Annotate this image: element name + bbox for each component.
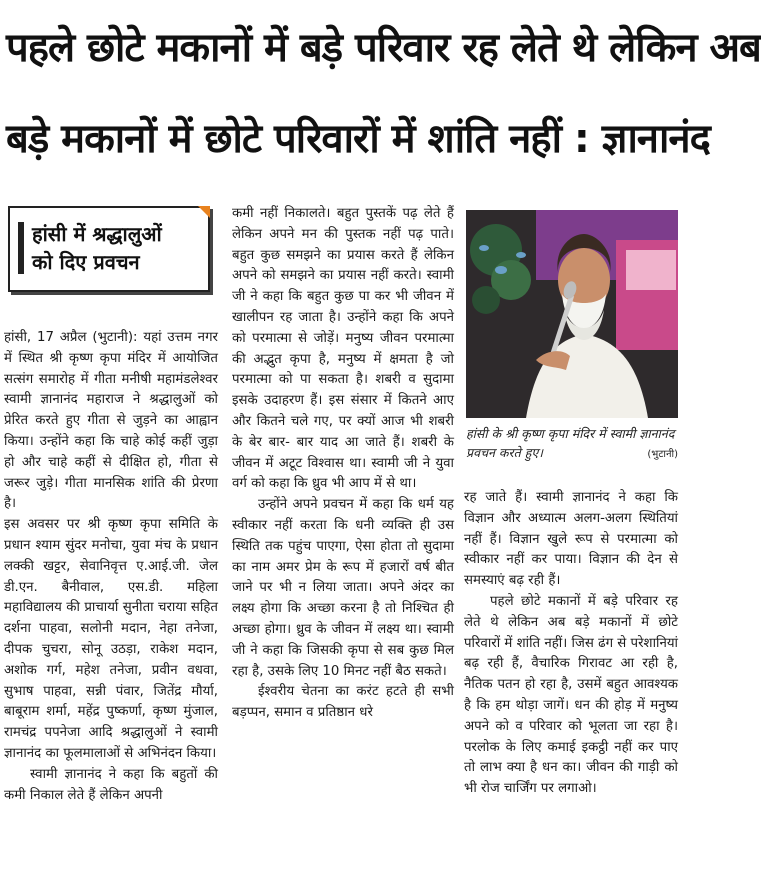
column2-paragraph-3: ईश्वरीय चेतना का करंट हटते ही सभी बड़प्पन, समान व प्रतिष्ठान धरे bbox=[232, 684, 454, 721]
headline-line-2: बड़े मकानों में छोटे परिवारों में शांति नहीं : ज्ञानानंद bbox=[6, 116, 710, 162]
article-column-3 bbox=[464, 488, 678, 800]
headline-line-1: पहले छोटे मकानों में बड़े परिवार रह लेते थे लेकिन अब bbox=[6, 25, 761, 71]
column3-paragraph-1: रह जाते हैं। स्वामी ज्ञानानंद ने कहा कि विज्ञान और अध्यात्म अलग-अलग स्थितियां नहीं हैं। विज्ञान खुले रूप से परमात्मा को स्वीकार नहीं कर पाया। विज्ञान की देन से समस्याएं बढ़ रही हैं। bbox=[464, 490, 678, 589]
subheadline-bar bbox=[18, 222, 24, 274]
article-column-1 bbox=[4, 328, 218, 806]
column1-paragraph-2: इस अवसर पर श्री कृष्ण कृपा समिति के प्रधान श्याम सुंदर मनोचा, युवा मंच के प्रधान लक्की खट्टर, सेवानिवृत्त ए.आई.जी. जेल डी.एन. बैनीवाल, एस.डी. महिला महाविद्यालय की प्राचार्या सुनीता चराया सहित दर्शना पाहवा, सलोनी मदान, नेहा तनेजा, दीपक चुचरा, सोनू उठड़ा, राकेश मदान, अशोक गर्ग, महेश तनेजा, प्रवीन वधवा, सुभाष पाहवा, सन्नी पंवार, जितेंद्र मौर्या, बाबूराम शर्मा, महेंद्र पुष्कर्णा, कृष्ण मुंजाल, रामचंद्र पपनेजा आदि श्रद्धालुओं ने स्वामी ज्ञानानंद का फूलमालाओं से अभिनंदन किया। bbox=[4, 517, 218, 761]
subheadline-box bbox=[8, 206, 210, 292]
column3-paragraph-2: पहले छोटे मकानों में बड़े परिवार रह लेते थे लेकिन अब बड़े मकानों में छोटे परिवारों में शांति नहीं। जिस ढंग से परेशानियां बढ़ रही हैं, वैचारिक गिरावट आ रही है, नैतिक पतन हो रहा है, उसमें बहुत आवश्यक है कि हम थोड़ा जागें। धन की होड़ में मनुष्य अपने को व परिवार को भूलता जा रहा है। परलोक के लिए कमाई इकट्ठी नहीं कर पाए तो लाभ क्या है धन का। जीवन की गाड़ी को भी रोज चार्जिंग पर लगाओ। bbox=[464, 593, 678, 797]
column1-paragraph-1: हांसी, 17 अप्रैल (भुटानी): यहां उत्तम नगर में स्थित श्री कृष्ण कृपा मंदिर में आयोजित सत्संग समारोह में गीता मनीषी महामंडलेश्वर स्वामी ज्ञानानंद महाराज ने श्रद्धालुओं को प्रेरित करते हुए गीता से जुड़ने का आह्वान किया। उन्होंने कहा कि चाहे कोई कहीं जुड़ा हो और चाहे कहीं से दीक्षित हो, गीता से जरूर जुड़े। गीता मानसिक शांति की प्रेरणा है। bbox=[4, 330, 218, 512]
photo-credit: (भुटानी) bbox=[647, 449, 678, 460]
column2-paragraph-1: कमी नहीं निकालते। बहुत पुस्तकें पढ़ लेते हैं लेकिन अपने मन की पुस्तक नहीं पढ़ पाते। बहुत कुछ समझने का प्रयास करते हैं लेकिन अपने को समझने का प्रयास नहीं करते। स्वामी जी ने कहा कि बहुत कुछ पा कर भी जीवन में खालीपन रह जाता है। उन्होंने कहा कि अपने को परमात्मा से जोड़ें। मनुष्य जीवन परमात्मा की अद्भुत कृपा है, मनुष्य में क्षमता है जो परमात्मा को पा सकता है। शबरी व सुदामा इसके उदाहरण हैं। इस संसार में कितने आए और कितने चले गए, पर क्यों आज भी शबरी के बेर बार- बार याद आ जाते हैं। शबरी के जीवन में अटूट विश्वास था। स्वामी जी ने युवा वर्ग को कहा कि ध्रुव भी आप में से था। bbox=[232, 206, 454, 492]
column2-paragraph-2: उन्होंने अपने प्रवचन में कहा कि धर्म यह स्वीकार नहीं करता कि धनी व्यक्ति ही उस स्थिति तक पहुंच पाएगा, ऐसा होता तो सुदामा का नाम अमर प्रेम के रूप में हजारों वर्ष बीत जाने पर भी न लिया जाता। अपने अंदर का लक्ष्य होगा कि अच्छा करना है तो निश्चित ही अच्छा होगा। ध्रुव के जीवन में लक्ष्य था। स्वामी जी ने कहा कि जिसकी कृपा से सब कुछ मिल रहा है, उसके लिए 10 मिनट नहीं बैठ सकते। bbox=[232, 497, 454, 679]
subheadline-text bbox=[32, 220, 202, 276]
column1-paragraph-3: स्वामी ज्ञानानंद ने कहा कि बहुतों की कमी निकाल लेते हैं लेकिन अपनी bbox=[4, 766, 218, 803]
photo-caption bbox=[466, 424, 678, 464]
article-column-2 bbox=[232, 204, 454, 724]
photo-caption-text: हांसी के श्री कृष्ण कृपा मंदिर में स्वामी ज्ञानानंद प्रवचन करते हुए। bbox=[466, 426, 675, 460]
subheadline-line-1: हांसी में श्रद्धालुओं bbox=[32, 222, 162, 246]
subheadline-line-2: को दिए प्रवचन bbox=[32, 250, 140, 274]
speaker-photo bbox=[466, 210, 678, 418]
speaker-photo-icon bbox=[466, 210, 678, 418]
